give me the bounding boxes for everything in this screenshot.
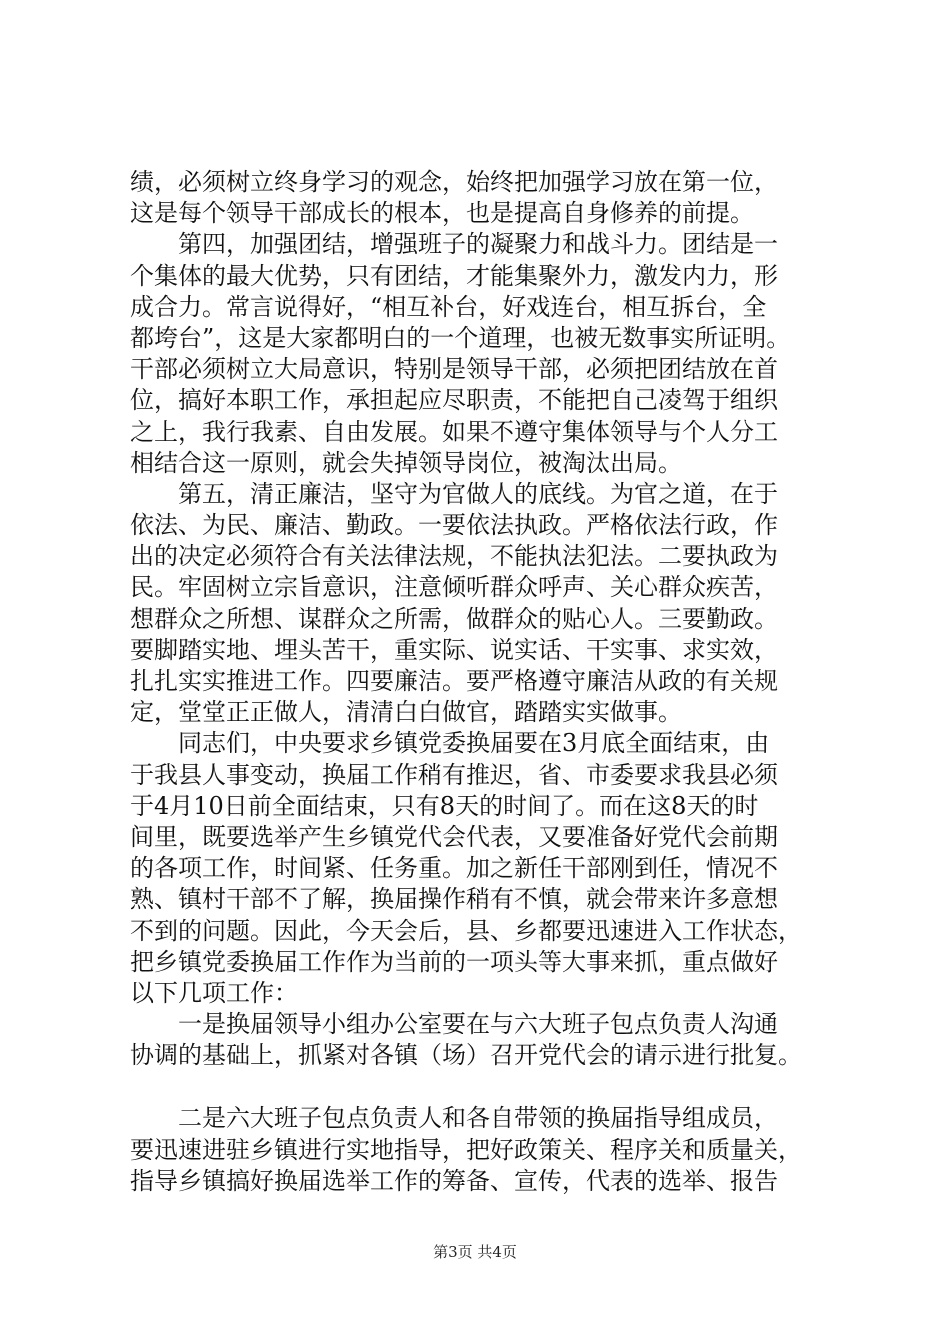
text-line: 协调的基础上，抓紧对各镇（场）召开党代会的请示进行批复。 [130, 1041, 802, 1070]
text-line: 出的决定必须符合有关法律法规，不能执法犯法。二要执政为 [130, 542, 778, 571]
text-line: 绩，必须树立终身学习的观念，始终把加强学习放在第一位， [130, 168, 778, 196]
text-line: 同志们，中央要求乡镇党委换届要在3月底全面结束，由 [130, 729, 770, 758]
text-line: 一是换届领导小组办公室要在与六大班子包点负责人沟通 [130, 1010, 778, 1039]
text-line: 二是六大班子包点负责人和各自带领的换届指导组成员， [130, 1104, 778, 1133]
text-line: 第四，加强团结，增强班子的凝聚力和战斗力。团结是一 [130, 230, 778, 259]
text-line: 要迅速进驻乡镇进行实地指导，把好政策关、程序关和质量关， [130, 1135, 802, 1164]
text-line: 指导乡镇搞好换届选举工作的筹备、宣传，代表的选举、报告 [130, 1166, 778, 1195]
text-line: 于4月10日前全面结束，只有8天的时间了。而在这8天的时 [130, 791, 759, 820]
text-line: 想群众之所想、谋群众之所需，做群众的贴心人。三要勤政。 [130, 604, 778, 633]
text-line: 民。牢固树立宗旨意识，注意倾听群众呼声、关心群众疾苦， [130, 573, 778, 602]
text-line: 要脚踏实地、埋头苦干，重实际、说实话、干实事、求实效， [130, 635, 778, 664]
text-line: 成合力。常言说得好，“相互补台，好戏连台，相互拆台，全 [130, 292, 767, 321]
text-line: 定，堂堂正正做人，清清白白做官，踏踏实实做事。 [130, 698, 682, 727]
paragraph-gap [130, 1071, 870, 1103]
text-line: 间里，既要选举产生乡镇党代会代表，又要准备好党代会前期 [130, 822, 778, 851]
body-text [130, 167, 870, 1197]
text-line: 这是每个领导干部成长的根本，也是提高自身修养的前提。 [130, 199, 754, 228]
page-footer: 第3页 共4页 [433, 1243, 517, 1261]
text-line: 个集体的最大优势，只有团结，才能集聚外力，激发内力，形 [130, 261, 778, 290]
text-line: 不到的问题。因此，今天会后，县、乡都要迅速进入工作状态， [130, 916, 802, 945]
text-line: 干部必须树立大局意识，特别是领导干部，必须把团结放在首 [130, 355, 778, 384]
text-line: 的各项工作，时间紧、任务重。加之新任干部刚到任，情况不 [130, 854, 778, 883]
text-line: 以下几项工作： [130, 978, 298, 1007]
text-line: 扎扎实实推进工作。四要廉洁。要严格遵守廉洁从政的有关规 [130, 667, 778, 695]
text-line: 相结合这一原则，就会失掉领导岗位，被淘汰出局。 [130, 448, 682, 477]
text-line: 都垮台”，这是大家都明白的一个道理，也被无数事实所证明。 [130, 323, 791, 352]
text-line: 第五，清正廉洁，坚守为官做人的底线。为官之道，在于 [130, 479, 778, 508]
text-line: 把乡镇党委换届工作作为当前的一项头等大事来抓，重点做好 [130, 947, 778, 976]
text-line: 位，搞好本职工作，承担起应尽职责，不能把自己凌驾于组织 [130, 386, 778, 415]
text-line: 熟、镇村干部不了解，换届操作稍有不慎，就会带来许多意想 [130, 885, 778, 914]
text-line: 之上，我行我素、自由发展。如果不遵守集体领导与个人分工 [130, 417, 778, 446]
text-line: 于我县人事变动，换届工作稍有推迟，省、市委要求我县必须 [130, 760, 778, 789]
text-line: 依法、为民、廉洁、勤政。一要依法执政。严格依法行政，作 [130, 511, 778, 540]
